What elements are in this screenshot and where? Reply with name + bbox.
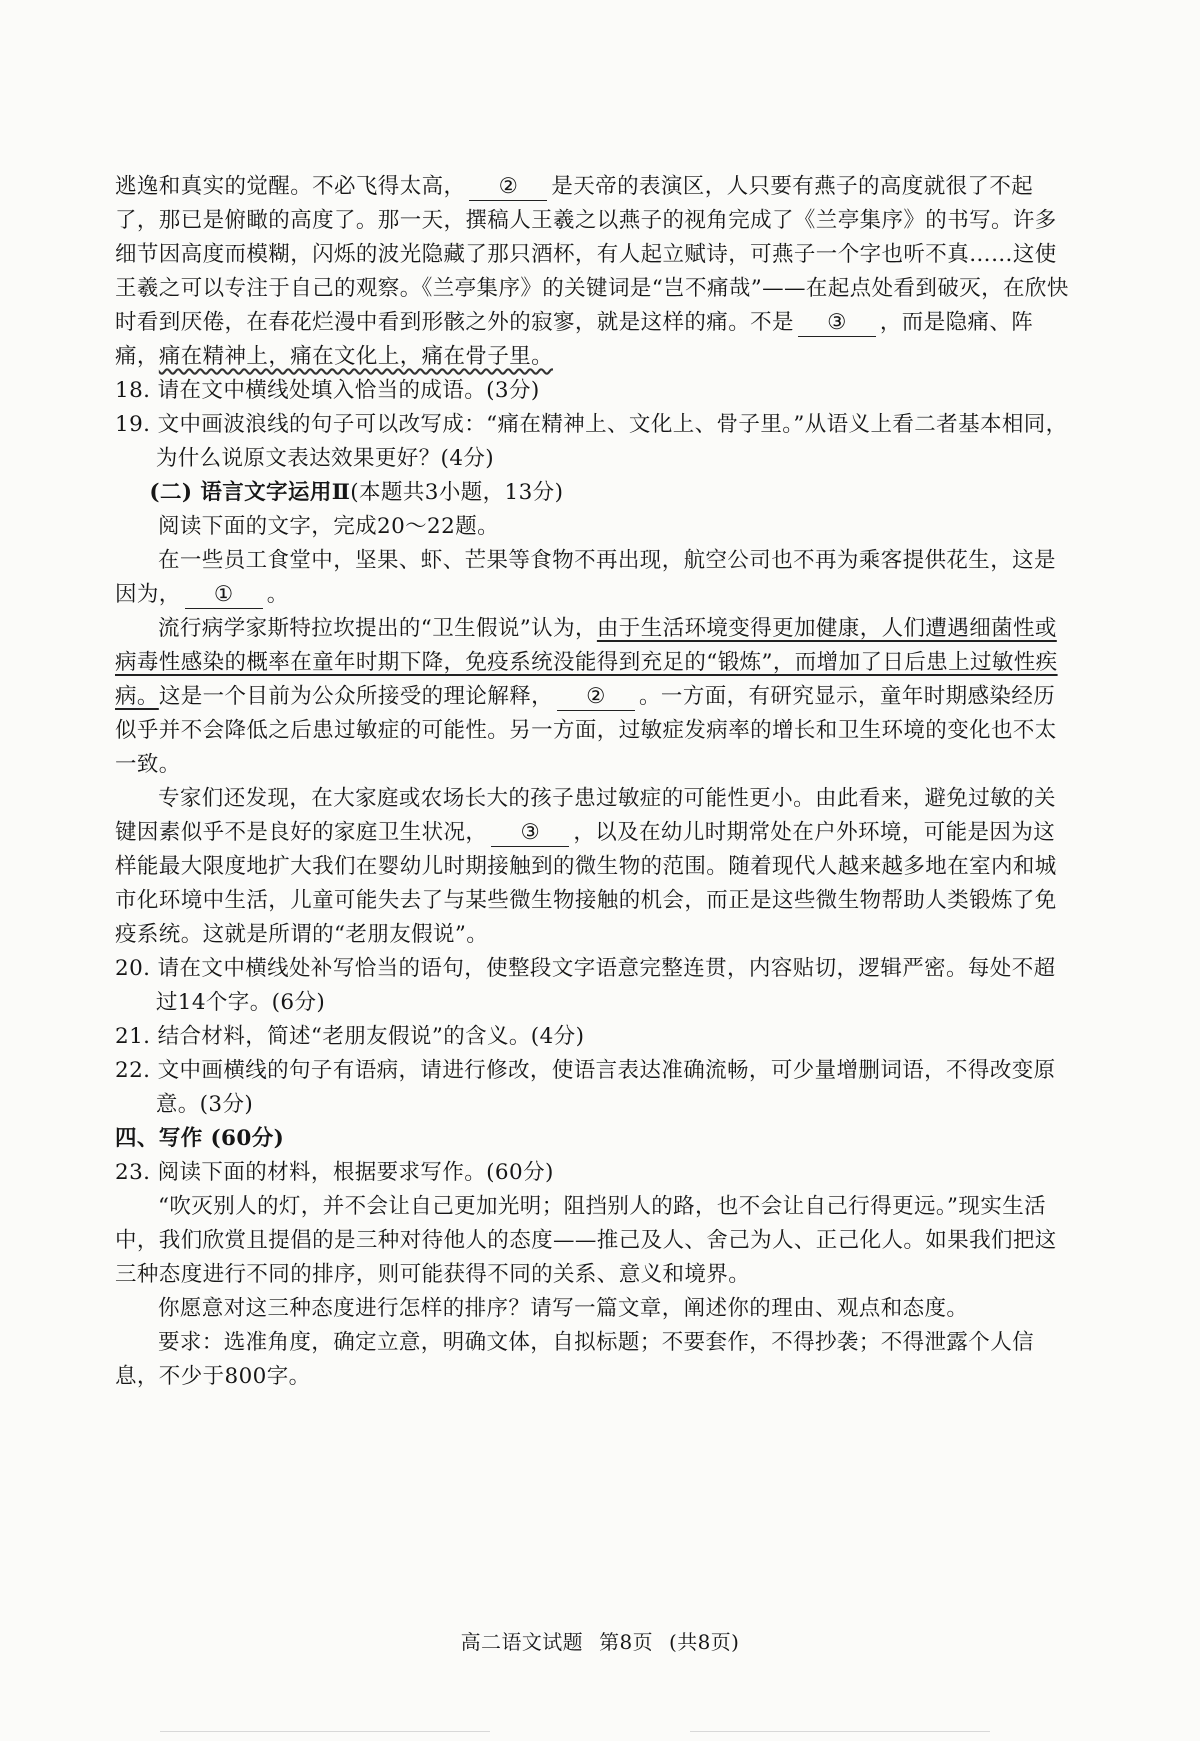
section-2-heading xyxy=(115,476,1070,510)
question-20: 20. 请在文中横线处补写恰当的语句，使整段文字语意完整连贯，内容贴切，逻辑严密。每处不超过14个字。(6分) xyxy=(115,956,1056,1015)
passage-text: 。 xyxy=(266,582,289,607)
blank-1: ① xyxy=(185,582,263,609)
section-2-title: (二) 语言文字运用Ⅱ xyxy=(149,480,351,505)
passage-text: 这是一个目前为公众所接受的理论解释， xyxy=(158,684,554,709)
passage-b-paragraph-2 xyxy=(115,612,1070,782)
question-19: 19. 文中画波浪线的句子可以改写成：“痛在精神上、文化上、骨子里。”从语义上看二者基本相同，为什么说原文表达效果更好？(4分) xyxy=(115,412,1068,471)
passage-text: ，以及在幼儿时期常处在户外环境，可能是因为这样能最大限度地扩大我们在婴幼儿时期接触到的微生物的范围。随着现代人越来越多地在室内和城市化环境中生活，儿童可能失去了与某些微生物接触的机会，而正是这些微生物帮助人类锻炼了免疫系统。这就是所谓的“老朋友假说”。 xyxy=(115,820,1057,947)
passage-b-paragraph-3 xyxy=(115,782,1070,952)
question-18: 18. 请在文中横线处填入恰当的成语。(3分) xyxy=(115,378,540,403)
passage-text: ，而是隐痛、阵痛， xyxy=(115,310,1034,369)
wavy-underlined-sentence: 痛在精神上，痛在文化上，痛在骨子里。 xyxy=(158,344,554,369)
passage-b-paragraph-1 xyxy=(115,544,1070,612)
question-21: 21. 结合材料，简述“老朋友假说”的含义。(4分) xyxy=(115,1024,585,1049)
passage-text: 专家们还发现，在大家庭或农场长大的孩子患过敏症的可能性更小。由此看来，避免过敏的关键因素似乎不是良好的家庭卫生状况， xyxy=(115,786,1056,845)
footer-total-pages: (共8页) xyxy=(669,1630,740,1654)
blank-3: ③ xyxy=(798,310,876,337)
writing-requirements: 要求：选准角度，确定立意，明确文体，自拟标题；不要套作，不得抄袭；不得泄露个人信息，不少于800字。 xyxy=(115,1330,1035,1389)
underlined-sentence: 由于生活环境变得更加健康，人们遭遇细菌性或病毒性感染的概率在童年时期下降，免疫系统没能得到充足的“锻炼”，而增加了日后患上过敏性疾病。 xyxy=(115,616,1058,709)
question-22: 22. 文中画横线的句子有语病，请进行修改，使语言表达准确流畅，可少量增删词语，不得改变原意。(3分) xyxy=(115,1058,1056,1117)
question-23: 23. 阅读下面的材料，根据要求写作。(60分) xyxy=(115,1160,554,1185)
exam-content xyxy=(115,170,1070,1394)
blank-3: ③ xyxy=(491,820,569,847)
blank-2: ② xyxy=(557,684,635,711)
passage-a-paragraph xyxy=(115,170,1070,374)
passage-text: 。一方面，有研究显示，童年时期感染经历似乎并不会降低之后患过敏症的可能性。另一方面，过敏症发病率的增长和卫生环境的变化也不太一致。 xyxy=(115,684,1057,777)
page-footer xyxy=(0,1626,1200,1655)
scan-artifact-line xyxy=(690,1731,990,1732)
section-2-note: (本题共3小题，13分) xyxy=(350,480,564,505)
scan-artifact-line xyxy=(160,1731,490,1732)
passage-text: 流行病学家斯特拉坎提出的“卫生假说”认为， xyxy=(158,616,597,641)
passage-b-intro: 阅读下面的文字，完成20～22题。 xyxy=(158,514,500,539)
blank-2: ② xyxy=(469,174,547,201)
passage-text: 在一些员工食堂中，坚果、虾、芒果等食物不再出现，航空公司也不再为乘客提供花生，这是因为， xyxy=(115,548,1056,607)
footer-page-number: 第8页 xyxy=(599,1630,653,1654)
section-4-heading: 四、写作 (60分) xyxy=(115,1126,285,1151)
writing-material: “吹灭别人的灯，并不会让自己更加光明；阻挡别人的路，也不会让自己行得更远。”现实生活中，我们欣赏且提倡的是三种对待他人的态度——推己及人、舍己为人、正己化人。如果我们把这三种态度进行不同的排序，则可能获得不同的关系、意义和境界。 xyxy=(115,1194,1057,1287)
passage-text: 逃逸和真实的觉醒。不必飞得太高， xyxy=(115,174,466,199)
writing-prompt: 你愿意对这三种态度进行怎样的排序？请写一篇文章，阐述你的理由、观点和态度。 xyxy=(158,1296,969,1321)
passage-text: 是天帝的表演区，人只要有燕子的高度就很了不起了，那已是俯瞰的高度了。那一天，撰稿人王羲之以燕子的视角完成了《兰亭集序》的书写。许多细节因高度而模糊，闪烁的波光隐藏了那只酒杯，有人起立赋诗，可燕子一个字也听不真……这使王羲之可以专注于自己的观察。《兰亭集序》的关键词是“岂不痛哉”——在起点处看到破灭，在欣快时看到厌倦，在春花烂漫中看到形骸之外的寂寥，就是这样的痛。不是 xyxy=(115,174,1069,335)
footer-subject: 高二语文试题 xyxy=(460,1630,584,1654)
